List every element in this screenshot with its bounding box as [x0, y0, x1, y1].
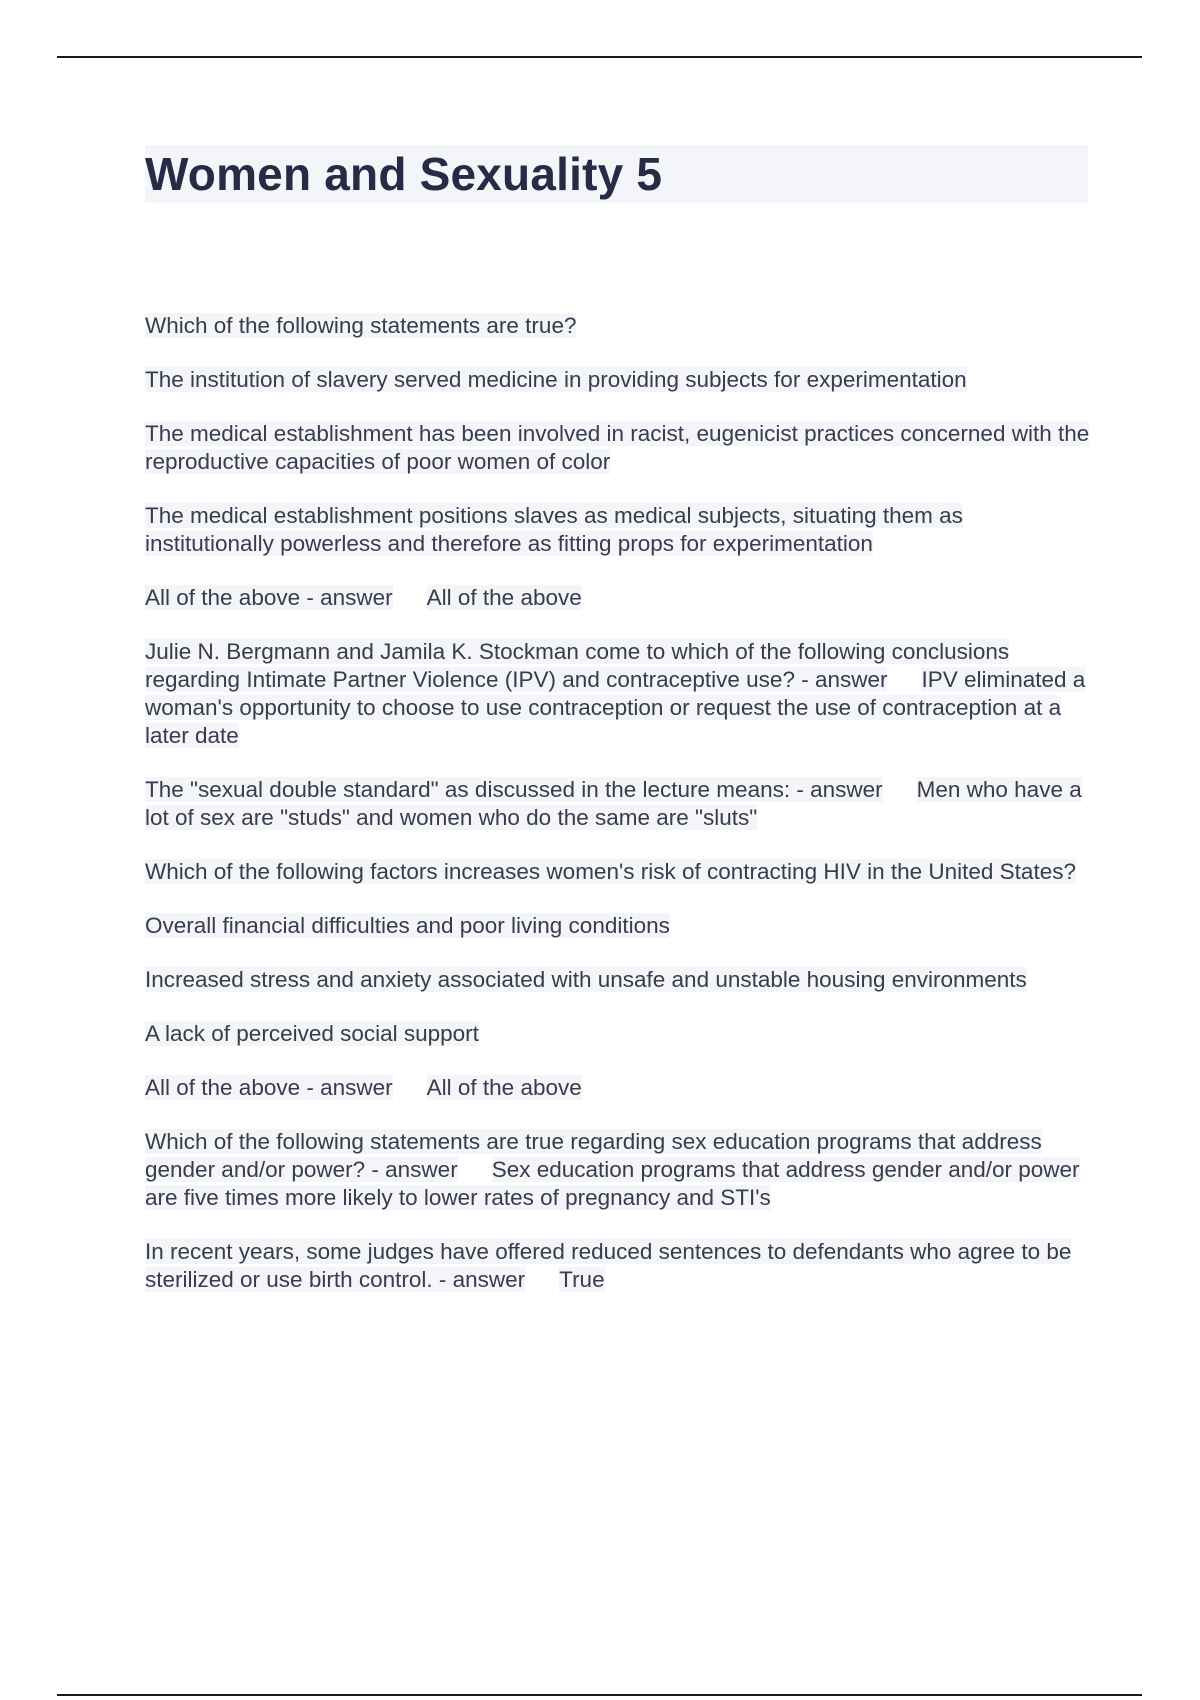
- paragraph: [145, 966, 1090, 994]
- top-rule: [57, 56, 1142, 58]
- qa-paragraph: [145, 1128, 1090, 1212]
- qa-paragraph: [145, 1238, 1090, 1294]
- paragraph: [145, 420, 1090, 476]
- paragraph-text: A lack of perceived social support: [145, 1021, 479, 1046]
- paragraph: [145, 312, 1090, 340]
- paragraph-text: The institution of slavery served medicine in providing subjects for experimentation: [145, 367, 967, 392]
- qa-paragraph: [145, 584, 1090, 612]
- question-text: All of the above - answer: [145, 1075, 393, 1100]
- paragraph-text: The medical establishment has been involved in racist, eugenicist practices concerned with the reproductive capacities of poor women of color: [145, 421, 1090, 474]
- question-text: All of the above - answer: [145, 585, 393, 610]
- qa-paragraph: [145, 638, 1090, 750]
- paragraph: [145, 858, 1090, 886]
- question-text: The "sexual double standard" as discussed in the lecture means: - answer: [145, 777, 883, 802]
- answer-text: All of the above: [426, 585, 582, 610]
- paragraph: [145, 1020, 1090, 1048]
- question-text: In recent years, some judges have offered reduced sentences to defendants who agree to be sterilized or use birth control. - answer: [145, 1239, 1072, 1292]
- bottom-rule: [57, 1694, 1142, 1696]
- answer-text: All of the above: [426, 1075, 582, 1100]
- document-title: Women and Sexuality 5: [145, 148, 663, 200]
- paragraph: [145, 366, 1090, 394]
- paragraph-text: Which of the following statements are true?: [145, 313, 577, 338]
- paragraph: [145, 912, 1090, 940]
- paragraph-text: Overall financial difficulties and poor living conditions: [145, 913, 670, 938]
- paragraph-text: The medical establishment positions slaves as medical subjects, situating them as institutionally powerless and therefore as fitting props for experimentation: [145, 503, 963, 556]
- paragraph-text: Increased stress and anxiety associated with unsafe and unstable housing environments: [145, 967, 1027, 992]
- paragraph-text: Which of the following factors increases women's risk of contracting HIV in the United States?: [145, 859, 1076, 884]
- qa-paragraph: [145, 776, 1090, 832]
- question-text: Julie N. Bergmann and Jamila K. Stockman come to which of the following conclusions regarding Intimate Partner Violence (IPV) and contraceptive use? - answer: [145, 639, 1010, 692]
- document-body: [145, 312, 1090, 1320]
- question-text: Which of the following statements are true regarding sex education programs that address gender and/or power? - answer: [145, 1129, 1042, 1182]
- answer-text: Sex education programs that address gender and/or power are five times more likely to lower rates of pregnancy and STI's: [145, 1157, 1080, 1210]
- answer-text: Men who have a lot of sex are "studs" and women who do the same are "sluts": [145, 777, 1082, 830]
- answer-text: True: [559, 1267, 605, 1292]
- qa-paragraph: [145, 1074, 1090, 1102]
- paragraph: [145, 502, 1090, 558]
- answer-text: IPV eliminated a woman's opportunity to choose to use contraception or request the use of contraception at a later date: [145, 667, 1086, 748]
